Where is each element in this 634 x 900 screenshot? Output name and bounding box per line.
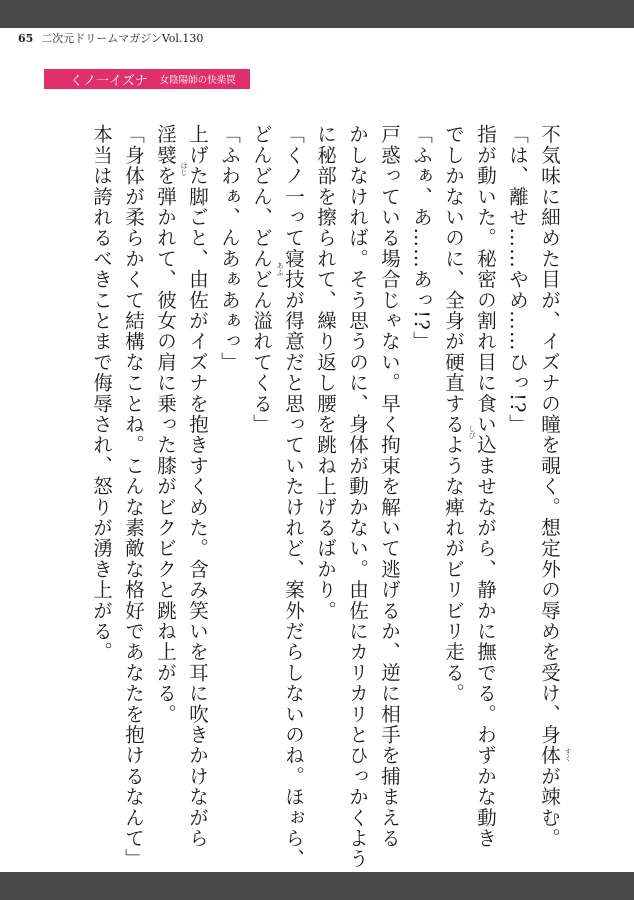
text-line: 「ふぁ、あ……あっ!?」: [410, 124, 433, 352]
text-line: 淫襞を弾かれて、彼女の肩に乗った膝がビクビクと跳ね上がる。: [154, 124, 177, 725]
text-line: 「身体が柔らかくて結構なことね。こんな素敵な格好であなたを抱けるなんて」: [122, 124, 145, 870]
ruby-annotation: はじ: [180, 162, 188, 176]
text-line: でしかないのに、全身が硬直するような痺れがビリビリ走る。: [442, 124, 465, 704]
text-line: 指が動いた。秘密の割れ目に食い込ませながら、静かに撫でる。わずかな動き: [474, 124, 497, 849]
story-title: くノ一イズナ: [70, 73, 148, 89]
text-line: 「ふわぁ、んあぁあぁっ」: [218, 124, 241, 373]
text-line: 戸惑っている場合じゃない。早く拘束を解いて逃げるか、逆に相手を捕まえる: [378, 124, 401, 849]
magazine-title: 二次元ドリームマガジンVol.130: [41, 32, 204, 45]
text-line: 「くノ一って寝技が得意だと思っていたけれど、案外だらしないのね。ほぉら、: [282, 124, 305, 870]
page-number: 65: [18, 32, 34, 45]
text-line: かしなければ。そう思うのに、身体が動かない。由佐にカリカリとひっかくよう: [346, 124, 369, 870]
text-line: 本当は誇れるべきことまで侮辱され、怒りが湧き上がる。: [90, 124, 113, 663]
ruby-annotation: すく: [564, 748, 572, 762]
ruby-annotation: あふ: [276, 262, 284, 276]
text-line: 不気味に細めた目が、イズナの瞳を覗く。想定外の辱めを受け、身体が竦む。: [538, 124, 561, 849]
bottom-bar: [0, 872, 634, 900]
story-subtitle: 女陰陽師の快楽罠: [159, 75, 236, 86]
text-line: に秘部を擦られて、繰り返し腰を跳ね上げるばかり。: [314, 124, 337, 621]
text-line: 上げた脚ごと、由佐がイズナを抱きすくめた。含み笑いを耳に吹きかけながら: [186, 124, 209, 849]
ruby-annotation: しび: [468, 425, 476, 439]
text-line: 「は、離せ……やめ……ひっ!?」: [506, 124, 529, 435]
text-line: どんどん、どんどん溢れてくる」: [250, 124, 273, 435]
